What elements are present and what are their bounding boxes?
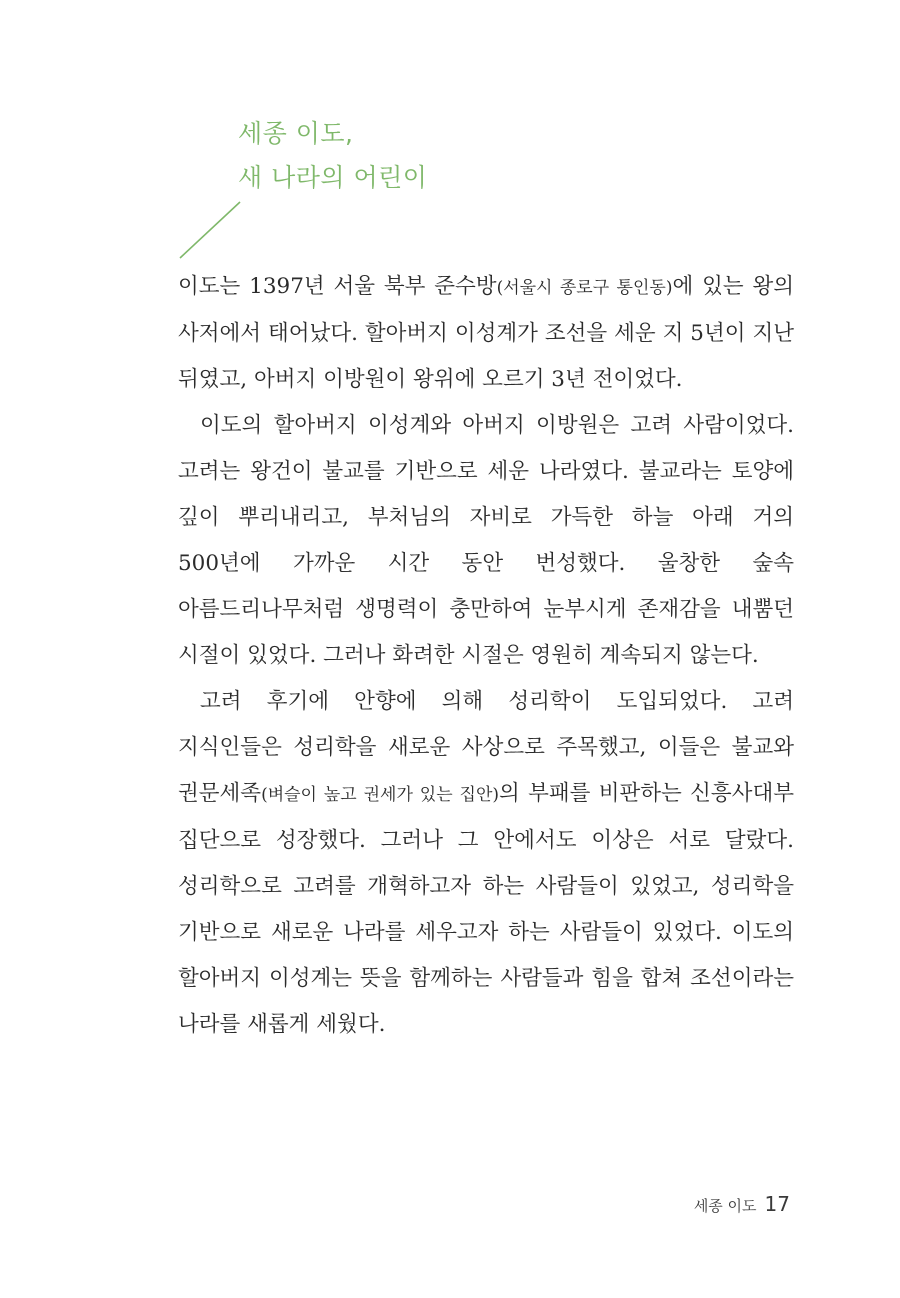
paragraph-2: 이도의 할아버지 이성계와 아버지 이방원은 고려 사람이었다. 고려는 왕건이 불교를 기반으로 세운 나라였다. 불교라는 토양에 깊이 뿌리내리고, 부처님의 자비로 가득한 하늘 아래 거의 500년에 가까운 시간 동안 번성했다. 울창한 숲속 아름드리나무처럼 생명력이 충만하여 눈부시게 존재감을 내뿜던 시절이 있었다. 그러나 화려한 시절은 영원히 계속되지 않는다. [178,413,794,668]
page-number: 17 [764,1192,790,1216]
chapter-title [238,112,427,200]
paragraph-1: 이도는 1397년 서울 북부 준수방(서울시 종로구 통인동)에 있는 왕의 사저에서 태어났다. 할아버지 이성계가 조선을 세운 지 5년이 지난 뒤였고, 아버지 이방원이 왕위에 오르기 3년 전이었다. [178,274,795,392]
body-text [178,264,794,1048]
paragraph-3: 고려 후기에 안향에 의해 성리학이 도입되었다. 고려 지식인들은 성리학을 새로운 사상으로 주목했고, 이들은 불교와 권문세족(벼슬이 높고 권세가 있는 집안)의 부패를 비판하는 신흥사대부 집단으로 성장했다. 그러나 그 안에서도 이상은 서로 달랐다. 성리학으로 고려를 개혁하고자 하는 사람들이 있었고, 성리학을 기반으로 새로운 나라를 세우고자 하는 사람들이 있었다. 이도의 할아버지 이성계는 뜻을 함께하는 사람들과 힘을 합쳐 조선이라는 나라를 새롭게 세웠다. [178,689,794,1037]
running-title: 세종 이도 [693,1197,757,1215]
annotation-location: (서울시 종로구 통인동) [496,278,673,298]
annotation-definition: (벼슬이 높고 권세가 있는 집안) [261,785,499,805]
chapter-title-line-1: 세종 이도, [238,119,354,148]
decorative-diagonal-line [178,200,242,260]
page-footer [694,1192,790,1216]
chapter-title-line-2: 새 나라의 어린이 [238,163,428,192]
